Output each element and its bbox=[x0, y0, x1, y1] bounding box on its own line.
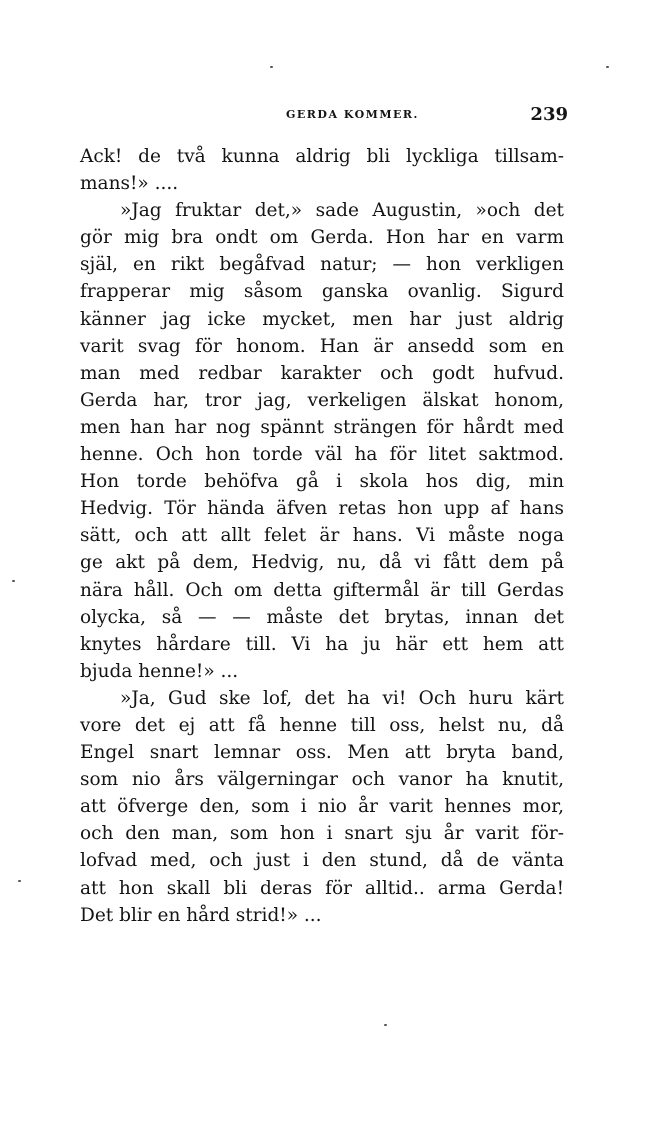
text-line: lofvad med, och just i den stund, då de vänta bbox=[80, 850, 564, 872]
text-line: gör mig bra ondt om Gerda. Hon har en varm bbox=[80, 227, 564, 249]
text-line: olycka, så — — måste det brytas, innan det bbox=[80, 606, 564, 628]
text-line: själ, en rikt begåfvad natur; — hon verkligen bbox=[80, 254, 564, 276]
scan-speck bbox=[12, 580, 15, 582]
scan-speck bbox=[384, 1024, 387, 1026]
page-number: 239 bbox=[530, 104, 568, 125]
scan-speck bbox=[606, 66, 609, 68]
text-line: ge akt på dem, Hedvig, nu, då vi fått dem på bbox=[80, 552, 564, 574]
text-line: och den man, som hon i snart sju år varit för- bbox=[80, 823, 564, 845]
text-line: »Jag fruktar det,» sade Augustin, »och det bbox=[120, 200, 564, 222]
text-line: nära håll. Och om detta giftermål är till Gerdas bbox=[80, 579, 564, 601]
text-line: Gerda har, tror jag, verkeligen älskat honom, bbox=[80, 389, 564, 411]
text-line: att öfverge den, som i nio år varit hennes mor, bbox=[80, 796, 564, 818]
scan-speck bbox=[18, 880, 21, 882]
text-line: vore det ej att få henne till oss, helst nu, då bbox=[80, 714, 564, 736]
text-line: som nio års välgerningar och vanor ha knutit, bbox=[80, 769, 564, 791]
text-line: att hon skall bli deras för alltid.. arma Gerda! bbox=[80, 877, 564, 899]
text-line: henne. Och hon torde väl ha för litet saktmod. bbox=[80, 444, 564, 466]
text-line: man med redbar karakter och godt hufvud. bbox=[80, 362, 564, 384]
text-line: känner jag icke mycket, men har just aldrig bbox=[80, 308, 564, 330]
text-line: Ack! de två kunna aldrig bli lyckliga tillsam- bbox=[80, 146, 564, 167]
running-title: GERDA KOMMER. bbox=[286, 108, 419, 121]
scan-speck bbox=[270, 66, 273, 68]
text-line: Hedvig. Tör hända äfven retas hon upp af hans bbox=[80, 498, 564, 520]
text-line: knytes hårdare till. Vi ha ju här ett hem att bbox=[80, 633, 564, 655]
text-line: sätt, och att allt felet är hans. Vi måste noga bbox=[80, 525, 564, 547]
text-line: bjuda henne!» ... bbox=[80, 660, 239, 682]
text-line: »Ja, Gud ske lof, det ha vi! Och huru kärt bbox=[120, 687, 564, 709]
text-line: mans!» .... bbox=[80, 173, 179, 195]
body-text bbox=[80, 143, 564, 929]
text-line: Engel snart lemnar oss. Men att bryta band, bbox=[80, 742, 564, 764]
page-header bbox=[80, 104, 568, 126]
text-line: men han har nog spännt strängen för hårdt med bbox=[80, 416, 564, 438]
text-line: frapperar mig såsom ganska ovanlig. Sigurd bbox=[80, 281, 564, 303]
text-line: varit svag för honom. Han är ansedd som en bbox=[80, 335, 564, 357]
text-line: Hon torde behöfva gå i skola hos dig, min bbox=[80, 471, 564, 493]
text-line: Det blir en hård strid!» ... bbox=[80, 904, 322, 926]
